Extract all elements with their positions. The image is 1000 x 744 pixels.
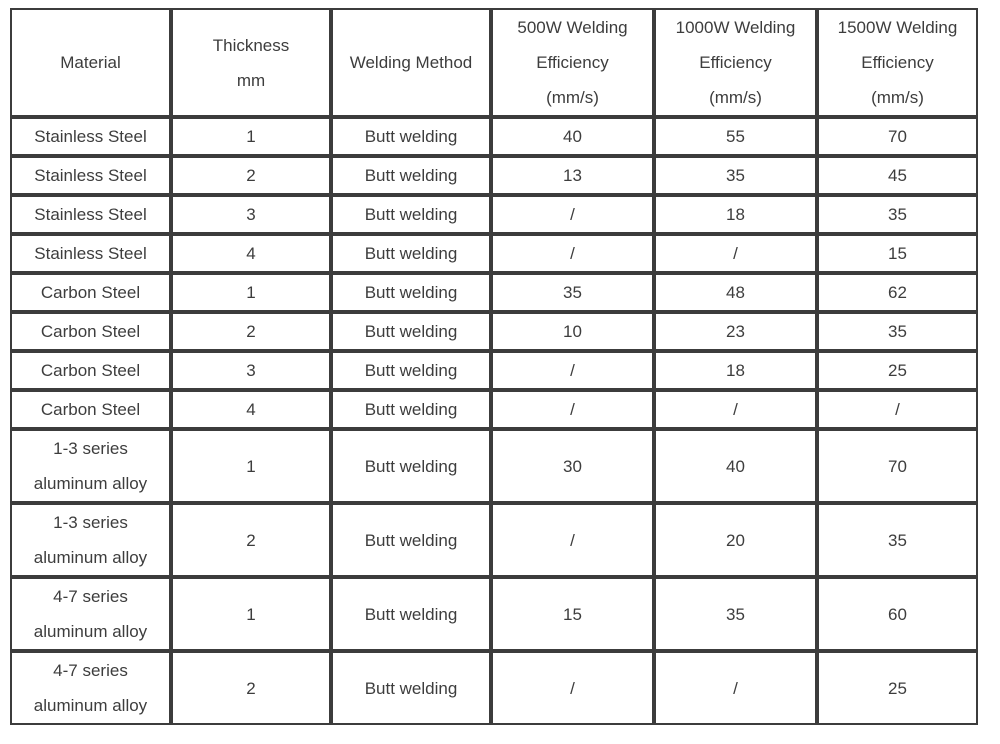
material-cell — [10, 117, 171, 156]
material-text: aluminum alloy — [33, 622, 148, 641]
efficiency-1000w-cell: 18 — [654, 195, 817, 234]
efficiency-1000w-cell: / — [654, 390, 817, 429]
header-cell-material — [10, 8, 171, 117]
welding-method-cell: Butt welding — [331, 273, 491, 312]
material-text: 1-3 series — [53, 439, 128, 458]
efficiency-500w-cell: 13 — [491, 156, 654, 195]
welding-method-cell: Butt welding — [331, 117, 491, 156]
table-row — [10, 577, 978, 651]
table-body — [10, 117, 978, 725]
efficiency-1500w-cell: 25 — [817, 351, 978, 390]
table-head — [10, 8, 978, 117]
table-row — [10, 390, 978, 429]
efficiency-1000w-cell: / — [654, 651, 817, 725]
header-text: Efficiency — [861, 53, 934, 72]
material-text: Carbon Steel — [40, 400, 141, 419]
efficiency-1000w-cell: 35 — [654, 156, 817, 195]
thickness-cell: 2 — [171, 156, 331, 195]
thickness-cell: 2 — [171, 312, 331, 351]
efficiency-500w-cell: 40 — [491, 117, 654, 156]
table-row — [10, 351, 978, 390]
table-row — [10, 312, 978, 351]
efficiency-500w-cell: 15 — [491, 577, 654, 651]
welding-method-cell: Butt welding — [331, 503, 491, 577]
material-text: aluminum alloy — [33, 474, 148, 493]
welding-method-cell: Butt welding — [331, 195, 491, 234]
welding-efficiency-table — [10, 8, 978, 725]
efficiency-500w-cell: 30 — [491, 429, 654, 503]
material-text: 4-7 series — [53, 661, 128, 680]
efficiency-1500w-cell: 45 — [817, 156, 978, 195]
header-text: 500W Welding — [517, 18, 628, 37]
efficiency-500w-cell: / — [491, 234, 654, 273]
efficiency-1000w-cell: 23 — [654, 312, 817, 351]
header-text: Thickness — [212, 35, 290, 55]
material-cell — [10, 390, 171, 429]
efficiency-1000w-cell: 48 — [654, 273, 817, 312]
material-text: aluminum alloy — [33, 696, 148, 715]
welding-method-cell: Butt welding — [331, 429, 491, 503]
table-row — [10, 273, 978, 312]
efficiency-1000w-cell: 40 — [654, 429, 817, 503]
thickness-cell: 4 — [171, 234, 331, 273]
efficiency-1000w-cell: / — [654, 234, 817, 273]
thickness-cell: 1 — [171, 429, 331, 503]
header-cell-efficiency-1000w — [654, 8, 817, 117]
header-text: 1000W Welding — [675, 18, 796, 37]
efficiency-500w-cell: / — [491, 651, 654, 725]
material-cell — [10, 577, 171, 651]
efficiency-1500w-cell: 62 — [817, 273, 978, 312]
efficiency-1500w-cell: 15 — [817, 234, 978, 273]
material-text: Stainless Steel — [34, 244, 147, 263]
efficiency-500w-cell: 35 — [491, 273, 654, 312]
material-cell — [10, 503, 171, 577]
header-cell-thickness — [171, 8, 331, 117]
material-text: Carbon Steel — [40, 283, 141, 302]
material-cell — [10, 651, 171, 725]
efficiency-1500w-cell: / — [817, 390, 978, 429]
material-text: aluminum alloy — [33, 548, 148, 567]
efficiency-500w-cell: / — [491, 390, 654, 429]
material-cell — [10, 195, 171, 234]
material-cell — [10, 273, 171, 312]
header-text: Material — [60, 53, 121, 72]
table-row — [10, 234, 978, 273]
material-cell — [10, 351, 171, 390]
thickness-cell: 4 — [171, 390, 331, 429]
table-row — [10, 429, 978, 503]
header-text: mm — [236, 70, 266, 90]
thickness-cell: 1 — [171, 117, 331, 156]
efficiency-500w-cell: / — [491, 351, 654, 390]
efficiency-1000w-cell: 55 — [654, 117, 817, 156]
thickness-cell: 1 — [171, 273, 331, 312]
table-row — [10, 195, 978, 234]
efficiency-1500w-cell: 25 — [817, 651, 978, 725]
material-text: 4-7 series — [53, 587, 128, 606]
efficiency-500w-cell: 10 — [491, 312, 654, 351]
header-row — [10, 8, 978, 117]
header-cell-efficiency-500w — [491, 8, 654, 117]
efficiency-1500w-cell: 70 — [817, 117, 978, 156]
welding-method-cell: Butt welding — [331, 312, 491, 351]
header-cell-welding-method — [331, 8, 491, 117]
thickness-cell: 2 — [171, 651, 331, 725]
header-text: (mm/s) — [546, 88, 599, 107]
welding-method-cell: Butt welding — [331, 390, 491, 429]
header-text: Welding Method — [349, 53, 473, 72]
welding-method-cell: Butt welding — [331, 156, 491, 195]
header-text: (mm/s) — [871, 88, 924, 107]
welding-method-cell: Butt welding — [331, 577, 491, 651]
efficiency-500w-cell: / — [491, 195, 654, 234]
material-text: Carbon Steel — [40, 322, 141, 341]
header-text: 1500W Welding — [837, 18, 958, 37]
efficiency-1500w-cell: 60 — [817, 577, 978, 651]
header-text: Efficiency — [699, 53, 772, 72]
material-text: 1-3 series — [53, 513, 128, 532]
efficiency-1500w-cell: 35 — [817, 503, 978, 577]
material-text: Carbon Steel — [40, 361, 141, 380]
material-text: Stainless Steel — [34, 166, 147, 185]
thickness-cell: 3 — [171, 195, 331, 234]
header-text: Efficiency — [536, 53, 609, 72]
material-cell — [10, 234, 171, 273]
material-text: Stainless Steel — [34, 205, 147, 224]
thickness-cell: 2 — [171, 503, 331, 577]
material-cell — [10, 312, 171, 351]
efficiency-1500w-cell: 35 — [817, 312, 978, 351]
material-text: Stainless Steel — [34, 127, 147, 146]
welding-method-cell: Butt welding — [331, 234, 491, 273]
efficiency-1000w-cell: 35 — [654, 577, 817, 651]
efficiency-1500w-cell: 70 — [817, 429, 978, 503]
thickness-cell: 1 — [171, 577, 331, 651]
efficiency-1500w-cell: 35 — [817, 195, 978, 234]
thickness-cell: 3 — [171, 351, 331, 390]
material-cell — [10, 429, 171, 503]
table-row — [10, 117, 978, 156]
efficiency-500w-cell: / — [491, 503, 654, 577]
material-cell — [10, 156, 171, 195]
table-row — [10, 651, 978, 725]
welding-method-cell: Butt welding — [331, 651, 491, 725]
welding-method-cell: Butt welding — [331, 351, 491, 390]
table-row — [10, 503, 978, 577]
table-row — [10, 156, 978, 195]
header-text: (mm/s) — [709, 88, 762, 107]
efficiency-1000w-cell: 18 — [654, 351, 817, 390]
efficiency-1000w-cell: 20 — [654, 503, 817, 577]
header-cell-efficiency-1500w — [817, 8, 978, 117]
